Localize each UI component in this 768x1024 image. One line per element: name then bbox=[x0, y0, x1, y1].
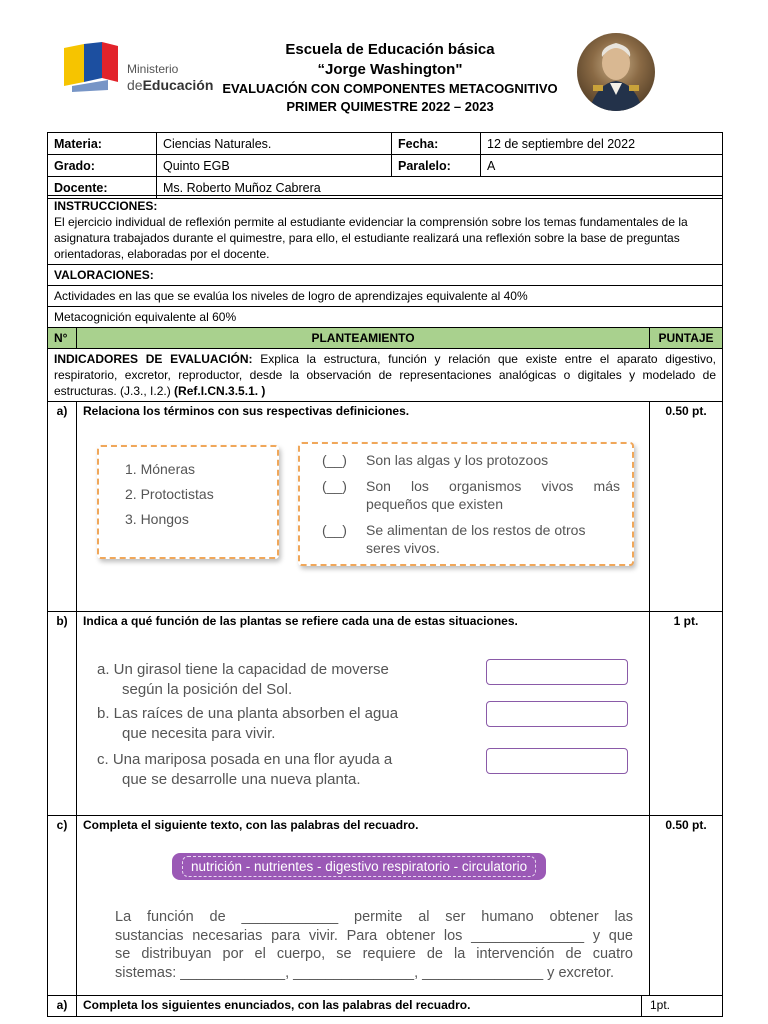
info-table bbox=[47, 132, 723, 199]
evaluation-title: EVALUACIÓN CON COMPONENTES METACOGNITIVO bbox=[222, 81, 558, 96]
question-number: a) bbox=[48, 402, 77, 611]
situation-item: a. Un girasol tiene la capacidad de moverse según la posición del Sol. bbox=[97, 661, 389, 698]
school-title bbox=[210, 40, 570, 116]
question-points: 1pt. bbox=[650, 998, 671, 1012]
materia-value: Ciencias Naturales. bbox=[157, 133, 392, 155]
question-number: c) bbox=[48, 816, 77, 995]
fill-text: La función de ____________ permite al ser humano obtener las sustancias necesarias para vivir. Para obtener los ______________ y que se distribuyan por el cuerpo, se requiere de la intervención de cuatro sistemas: _____________, _______________, _______________ y excretor. bbox=[115, 909, 633, 981]
situation-item: b. Las raíces de una planta absorben el agua que necesita para vivir. bbox=[97, 705, 399, 742]
valoraciones-line1: Actividades en las que se evalúa los niveles de logro de aprendizajes equivalente al 40% bbox=[48, 286, 722, 307]
question-title: Relaciona los términos con sus respectivas definiciones. bbox=[83, 404, 410, 418]
question-c bbox=[48, 816, 722, 996]
indicadores bbox=[48, 349, 722, 402]
table-header bbox=[48, 328, 722, 349]
question-title: Indica a qué función de las plantas se refiere cada una de estas situaciones. bbox=[83, 614, 518, 628]
question-points: 0.50 pt. bbox=[665, 818, 707, 832]
answer-blank[interactable]: (__) bbox=[322, 522, 347, 538]
instructions bbox=[48, 196, 722, 265]
definition-item: Son las algas y los protozoos bbox=[366, 452, 549, 468]
question-title: Completa los siguientes enunciados, con las palabras del recuadro. bbox=[83, 998, 471, 1012]
header-puntaje: PUNTAJE bbox=[658, 331, 714, 345]
word-bank: nutrición - nutrientes - digestivo respiratorio - circulatorio bbox=[172, 853, 546, 880]
answer-box[interactable] bbox=[486, 748, 628, 774]
definition-item: seres vivos. bbox=[366, 540, 440, 556]
header-planteamiento: PLANTEAMIENTO bbox=[77, 328, 650, 348]
definition-item: Son los organismos vivos más bbox=[366, 478, 620, 494]
situation-item: c. Una mariposa posada en una flor ayuda a que se desarrolle una nueva planta. bbox=[97, 751, 393, 788]
question-d bbox=[48, 996, 722, 1016]
definition-item: pequeños que existen bbox=[366, 496, 503, 512]
grado-label: Grado: bbox=[48, 155, 157, 177]
definitions-box bbox=[298, 442, 634, 566]
ministerio-logo bbox=[62, 42, 212, 98]
term-item: 1. Móneras bbox=[125, 461, 196, 477]
term-item: 2. Protoctistas bbox=[125, 486, 214, 502]
valoraciones-label: VALORACIONES: bbox=[48, 265, 722, 286]
instructions-text: El ejercicio individual de reflexión permite al estudiante evidenciar la comprensión sobre los temas fundamentales de la asignatura trabajados durante el quimestre, para ello, el estudiante realizará una reflexión sobre la base de preguntas orientadoras, elaboradas por el docente. bbox=[54, 215, 688, 261]
indicadores-text: Explica la estructura, función y relación que existe entre el aparato digestivo, respiratorio, excretor, reproductor, desde la observación de representaciones analógicas o digitales y modelado de estructuras. (J.3., I.2.) bbox=[54, 352, 716, 398]
answer-box[interactable] bbox=[486, 659, 628, 685]
fecha-label: Fecha: bbox=[392, 133, 481, 155]
question-title: Completa el siguiente texto, con las palabras del recuadro. bbox=[83, 818, 419, 832]
washington-portrait bbox=[577, 33, 655, 111]
terms-box bbox=[97, 445, 279, 559]
flag-icon bbox=[62, 42, 120, 92]
question-number: b) bbox=[48, 612, 77, 815]
evaluation-body bbox=[47, 195, 723, 1017]
school-name: Escuela de Educación básica bbox=[285, 41, 495, 58]
term-item: 3. Hongos bbox=[125, 511, 189, 527]
question-number: a) bbox=[48, 996, 77, 1016]
grado-value: Quinto EGB bbox=[157, 155, 392, 177]
fecha-value: 12 de septiembre del 2022 bbox=[481, 133, 723, 155]
instructions-label: INSTRUCCIONES: bbox=[54, 199, 158, 213]
docente-label: Docente: bbox=[48, 177, 157, 199]
answer-blank[interactable]: (__) bbox=[322, 478, 347, 494]
logo-line2: deEducación bbox=[127, 77, 214, 93]
period-title: PRIMER QUIMESTRE 2022 – 2023 bbox=[286, 99, 494, 114]
indicadores-label: INDICADORES DE EVALUACIÓN: bbox=[54, 352, 253, 366]
question-points: 1 pt. bbox=[673, 614, 699, 628]
question-a bbox=[48, 402, 722, 612]
header-num: N° bbox=[48, 328, 77, 348]
docente-value: Ms. Roberto Muñoz Cabrera bbox=[157, 177, 723, 199]
indicadores-ref: (Ref.I.CN.3.5.1. ) bbox=[174, 384, 266, 398]
valoraciones-line2: Metacognición equivalente al 60% bbox=[48, 307, 722, 328]
question-points: 0.50 pt. bbox=[665, 404, 707, 418]
page-header bbox=[0, 0, 768, 128]
answer-blank[interactable]: (__) bbox=[322, 452, 347, 468]
definition-item: Se alimentan de los restos de otros bbox=[366, 522, 586, 538]
paralelo-label: Paralelo: bbox=[392, 155, 481, 177]
school-subname: “Jorge Washington" bbox=[317, 61, 463, 78]
paralelo-value: A bbox=[481, 155, 723, 177]
materia-label: Materia: bbox=[48, 133, 157, 155]
question-b bbox=[48, 612, 722, 816]
logo-line1: Ministerio bbox=[127, 62, 179, 76]
answer-box[interactable] bbox=[486, 701, 628, 727]
